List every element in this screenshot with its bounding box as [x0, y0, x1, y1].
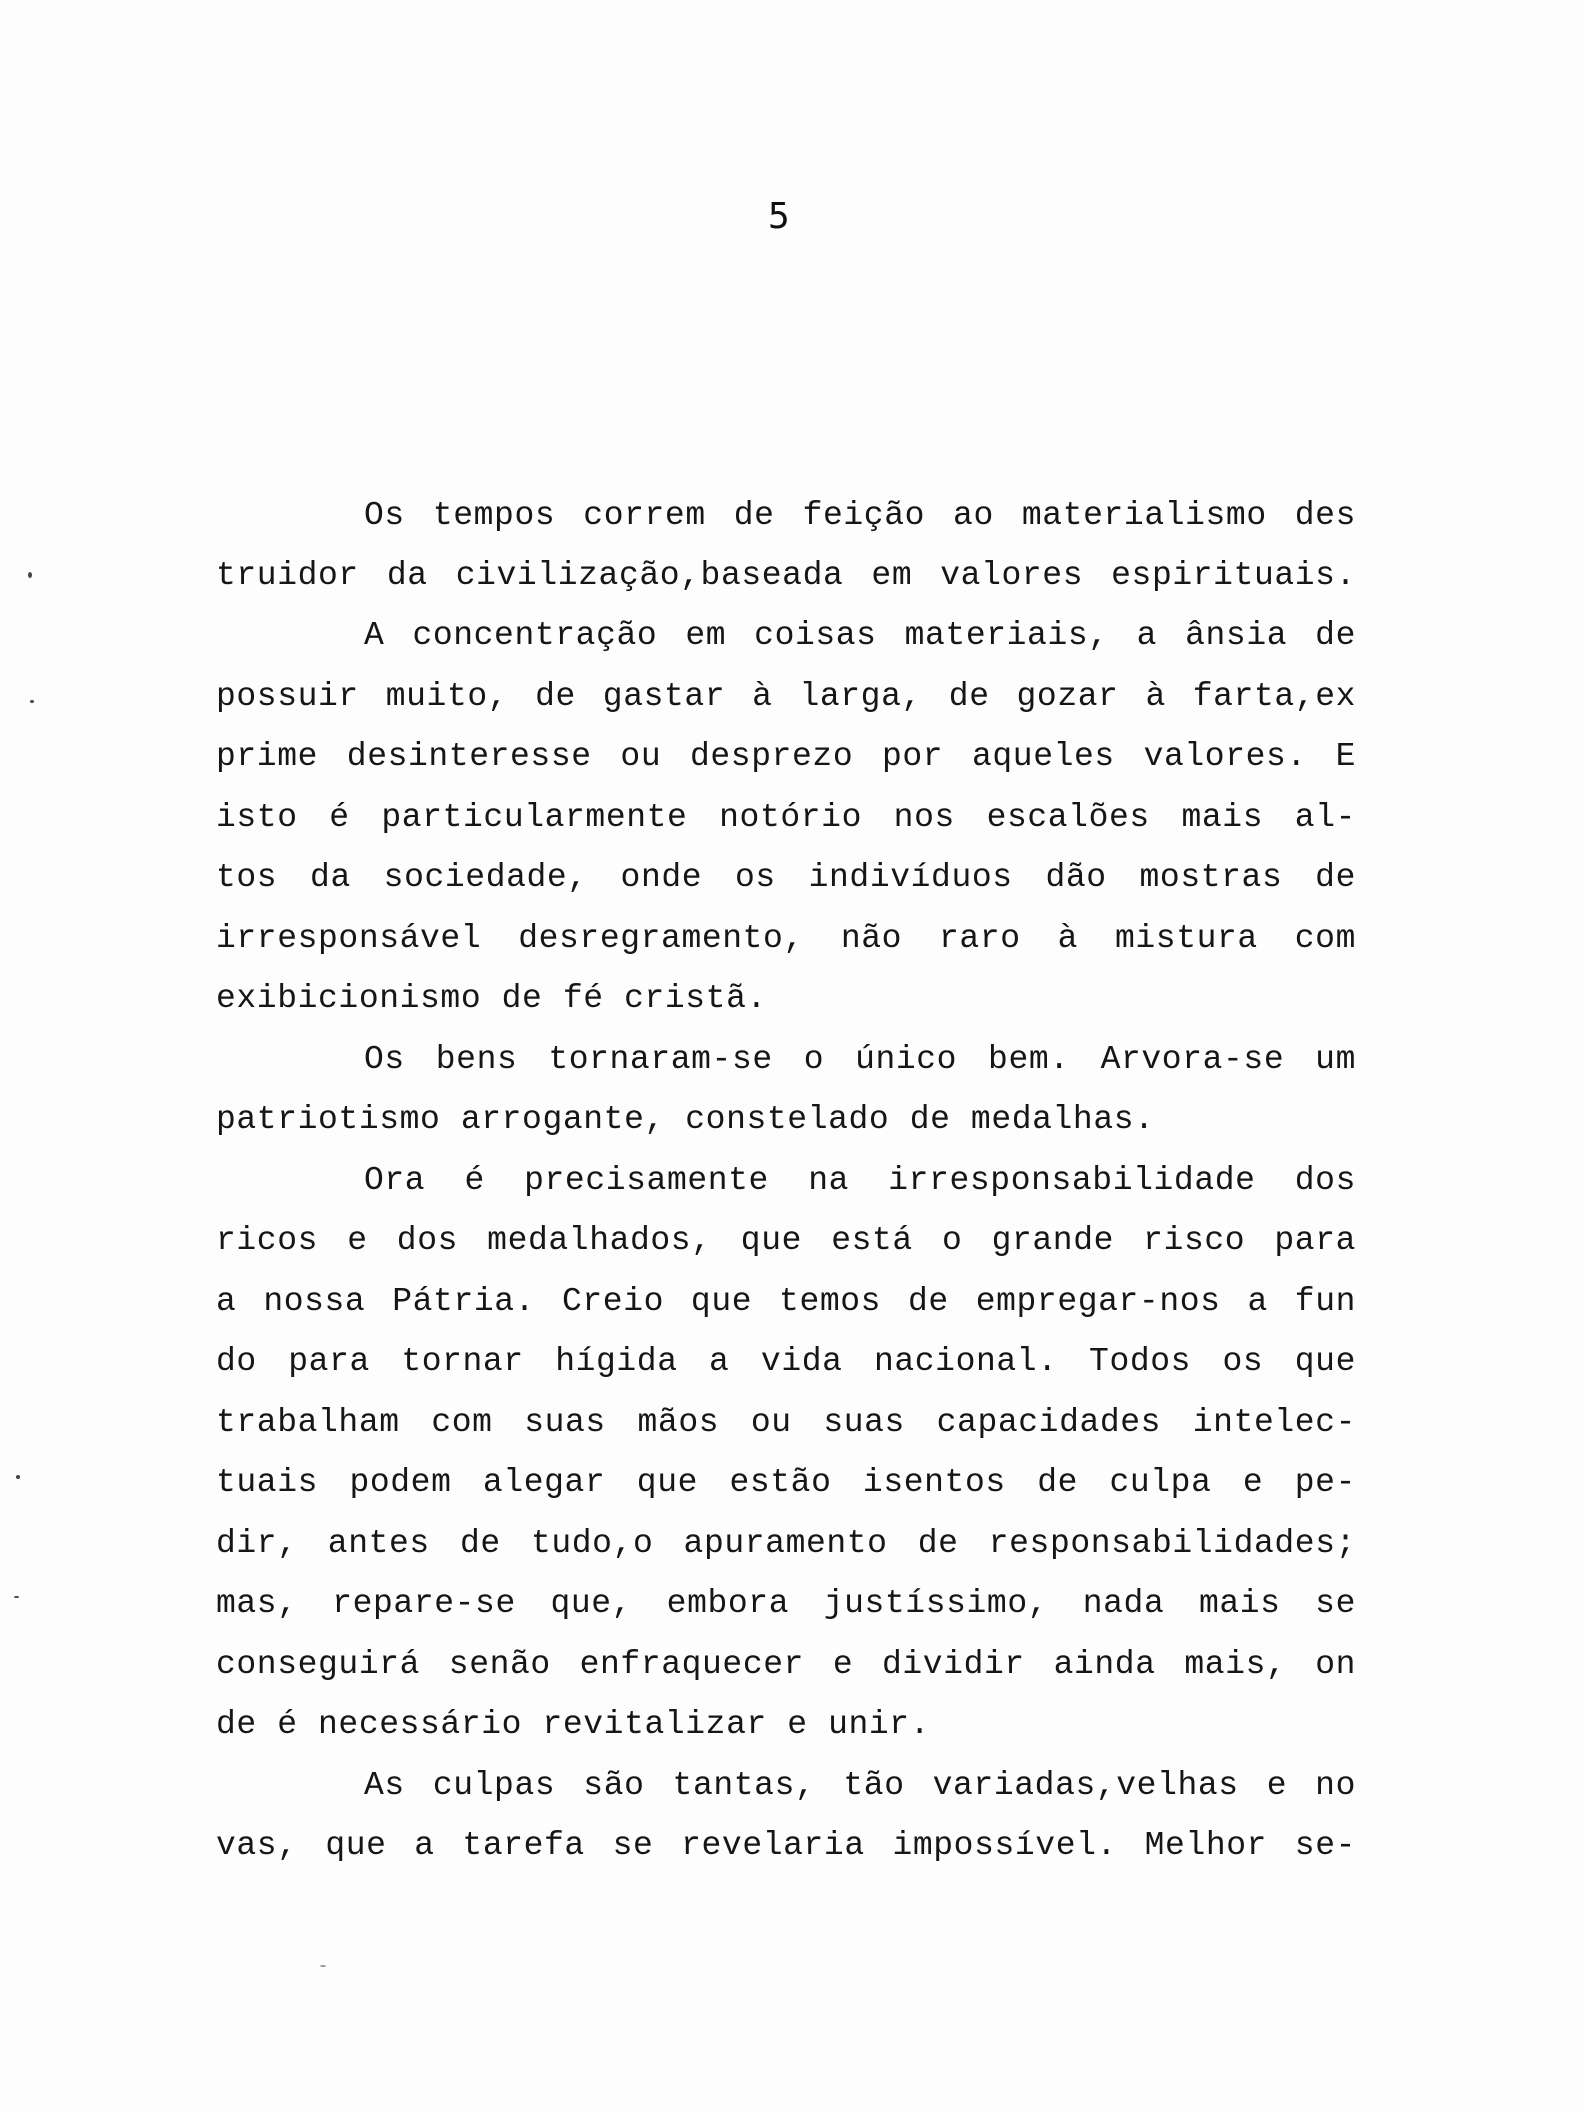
text-line: de é necessário revitalizar e unir.	[216, 1706, 931, 1743]
text-line: As culpas são tantas, tão variadas,velhas e no	[364, 1767, 1356, 1804]
text-line: mas, repare-se que, embora justíssimo, nada mais se	[216, 1585, 1356, 1622]
text-line: prime desinteresse ou desprezo por aqueles valores. E	[216, 738, 1356, 775]
text-line: a nossa Pátria. Creio que temos de empregar-nos a fun	[216, 1283, 1356, 1320]
scan-speck	[14, 1596, 19, 1598]
scan-speck	[28, 572, 32, 578]
scan-speck	[16, 1475, 20, 1479]
text-line: tos da sociedade, onde os indivíduos dão mostras de	[216, 859, 1356, 896]
text-line: ricos e dos medalhados, que está o grande risco para	[216, 1222, 1356, 1259]
text-line: Os bens tornaram-se o único bem. Arvora-se um	[364, 1041, 1356, 1078]
text-line: irresponsável desregramento, não raro à mistura com	[216, 920, 1356, 957]
text-line: Ora é precisamente na irresponsabilidade dos	[364, 1162, 1356, 1199]
text-line: dir, antes de tudo,o apuramento de responsabilidades;	[216, 1525, 1356, 1562]
text-line: exibicionismo de fé cristã.	[216, 980, 767, 1017]
text-line: trabalham com suas mãos ou suas capacidades intelec-	[216, 1404, 1356, 1441]
text-line: tuais podem alegar que estão isentos de culpa e pe-	[216, 1464, 1356, 1501]
text-line: Os tempos correm de feição ao materialismo des	[364, 497, 1356, 534]
text-line: vas, que a tarefa se revelaria impossível. Melhor se-	[216, 1827, 1356, 1864]
scan-speck	[320, 1965, 326, 1967]
text-line: isto é particularmente notório nos escalões mais al-	[216, 799, 1356, 836]
page-number: 5	[768, 196, 790, 237]
scan-speck	[30, 700, 34, 703]
text-line: conseguirá senão enfraquecer e dividir ainda mais, on	[216, 1646, 1356, 1683]
text-line: patriotismo arrogante, constelado de medalhas.	[216, 1101, 1155, 1138]
text-line: truidor da civilização,baseada em valores espirituais.	[216, 557, 1356, 594]
text-line: do para tornar hígida a vida nacional. Todos os que	[216, 1343, 1356, 1380]
text-line: A concentração em coisas materiais, a ânsia de	[364, 617, 1356, 654]
text-line: possuir muito, de gastar à larga, de gozar à farta,ex	[216, 678, 1356, 715]
